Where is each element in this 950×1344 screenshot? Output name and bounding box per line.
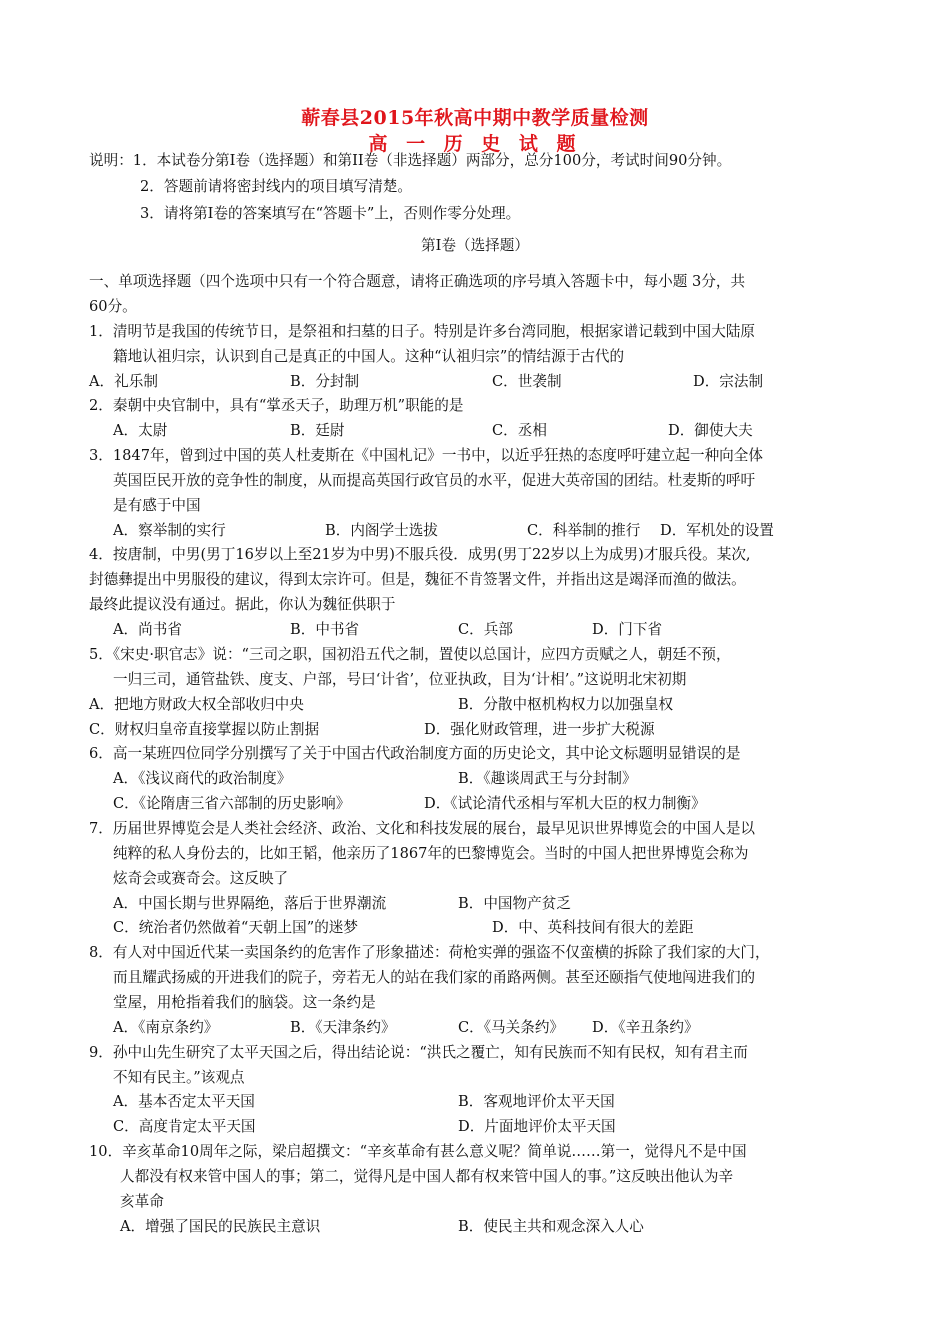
question-2-option-d: D．御使大夫 <box>668 422 753 439</box>
question-5-stem-line-2: 一归三司，通管盐铁、度支、户部，号曰‘计省’，位亚执政，目为‘计相’。”这说明北宋初期 <box>113 671 687 688</box>
question-4-stem-line-2: 封德彝提出中男服役的建议，得到太宗许可。但是，魏征不肯签署文件，并指出这是竭泽而渔的做法。 <box>89 571 746 588</box>
question-4-option-d: D．门下省 <box>592 621 663 638</box>
question-6-option-b: B．《趣谈周武王与分封制》 <box>458 770 637 787</box>
question-5-stem-line-1: 5．《宋史·职官志》说：“三司之职，国初沿五代之制，置使以总国计，应四方贡赋之人，朝廷不预， <box>89 646 731 663</box>
question-7-stem-line-1: 7．历届世界博览会是人类社会经济、政治、文化和科技发展的展台，最早见识世界博览会的中国人是以 <box>89 820 756 837</box>
question-6-option-c: C．《论隋唐三省六部制的历史影响》 <box>113 795 351 812</box>
question-3-stem-line-2: 英国臣民开放的竞争性的制度，从而提高英国行政官员的水平，促进大英帝国的团结。杜麦斯的呼吁 <box>113 472 756 489</box>
question-1-stem-line-2: 籍地认祖归宗，认识到自己是真正的中国人。这种“认祖归宗”的情结源于古代的 <box>113 348 625 365</box>
question-3-option-b: B．内阁学士选拔 <box>325 522 438 539</box>
question-10-stem-line-1: 10．辛亥革命10周年之际，梁启超撰文：“辛亥革命有甚么意义呢？简单说……第一，觉得凡不是中国 <box>89 1143 747 1160</box>
instruction-3: 3．请将第Ⅰ卷的答案填写在“答题卡”上，否则作零分处理。 <box>140 205 521 222</box>
question-4-option-c: C．兵部 <box>458 621 513 638</box>
question-1-option-d: D．宗法制 <box>693 373 764 390</box>
question-7-option-b: B．中国物产贫乏 <box>458 895 571 912</box>
question-3-option-d: D．军机处的设置 <box>660 522 774 539</box>
question-6-option-a: A．《浅议商代的政治制度》 <box>113 770 292 787</box>
question-4-stem-line-3: 最终此提议没有通过。据此，你认为魏征供职于 <box>89 596 396 613</box>
question-9-stem-line-2: 不知有民主。”该观点 <box>113 1069 245 1086</box>
question-5-option-a: A．把地方财政大权全部收归中央 <box>89 696 304 713</box>
instruction-1: 说明：1．本试卷分第Ⅰ卷（选择题）和第II卷（非选择题）两部分，总分100分，考试时间90分钟。 <box>89 152 732 169</box>
question-3-option-c: C．科举制的推行 <box>527 522 641 539</box>
part-heading-line-1: 一、单项选择题（四个选项中只有一个符合题意，请将正确选项的序号填入答题卡中，每小题 3分，共 <box>89 273 746 290</box>
exam-title: 蕲春县2015年秋高中期中教学质量检测 <box>301 107 649 129</box>
question-5-option-d: D．强化财政管理，进一步扩大税源 <box>424 721 655 738</box>
question-1-stem-line-1: 1．清明节是我国的传统节日，是祭祖和扫墓的日子。特别是许多台湾同胞，根据家谱记载到中国大陆原 <box>89 323 756 340</box>
question-7-option-d: D．中、英科技间有很大的差距 <box>492 919 694 936</box>
section-title: 第Ⅰ卷（选择题） <box>421 237 529 254</box>
question-9-option-d: D．片面地评价太平天国 <box>458 1118 616 1135</box>
question-8-stem-line-3: 堂屋，用枪指着我们的脑袋。这一条约是 <box>113 994 376 1011</box>
question-6-stem: 6．高一某班四位同学分别撰写了关于中国古代政治制度方面的历史论文，其中论文标题明显错误的是 <box>89 745 741 762</box>
question-10-option-b: B．使民主共和观念深入人心 <box>458 1218 644 1235</box>
question-8-stem-line-1: 8．有人对中国近代某一卖国条约的危害作了形象描述：荷枪实弹的强盗不仅蛮横的拆除了我们家的大门， <box>89 944 770 961</box>
question-7-option-c: C．统治者仍然做着“天朝上国”的迷梦 <box>113 919 358 936</box>
question-4-option-b: B．中书省 <box>290 621 360 638</box>
question-3-stem-line-3: 是有感于中国 <box>113 497 201 514</box>
question-2-option-b: B．廷尉 <box>290 422 345 439</box>
question-2-stem: 2．秦朝中央官制中，具有“掌丞天子，助理万机”职能的是 <box>89 397 464 414</box>
exam-subtitle: 高 一 历 史 试 题 <box>368 133 582 155</box>
question-8-option-c: C．《马关条约》 <box>458 1019 565 1036</box>
question-8-option-b: B．《天津条约》 <box>290 1019 396 1036</box>
question-7-stem-line-2: 纯粹的私人身份去的，比如王韬，他亲历了1867年的巴黎博览会。当时的中国人把世界博览会称为 <box>113 845 749 862</box>
question-8-option-a: A．《南京条约》 <box>113 1019 219 1036</box>
question-2-option-c: C．丞相 <box>492 422 547 439</box>
question-6-option-d: D．《试论清代丞相与军机大臣的权力制衡》 <box>424 795 706 812</box>
question-7-stem-line-3: 炫奇会或赛奇会。这反映了 <box>113 870 289 887</box>
question-3-option-a: A．察举制的实行 <box>113 522 226 539</box>
question-1-option-b: B．分封制 <box>290 373 360 390</box>
instruction-2: 2．答题前请将密封线内的项目填写清楚。 <box>140 178 412 195</box>
question-4-stem-line-1: 4．按唐制，中男(男丁16岁以上至21岁为中男)不服兵役．成男(男丁22岁以上为成男)才服兵役。某次, <box>89 546 751 563</box>
question-9-option-b: B．客观地评价太平天国 <box>458 1093 615 1110</box>
question-10-stem-line-2: 人都没有权来管中国人的事；第二，觉得凡是中国人都有权来管中国人的事。”这反映出他认为辛 <box>120 1168 734 1185</box>
question-9-stem-line-1: 9．孙中山先生研究了太平天国之后，得出结论说：“洪氏之覆亡，知有民族而不知有民权，知有君主而 <box>89 1044 748 1061</box>
question-10-stem-line-3: 亥革命 <box>120 1193 164 1210</box>
question-5-option-c: C．财权归皇帝直接掌握以防止割据 <box>89 721 320 738</box>
question-4-option-a: A．尚书省 <box>113 621 182 638</box>
question-2-option-a: A．太尉 <box>113 422 168 439</box>
question-7-option-a: A．中国长期与世界隔绝，落后于世界潮流 <box>113 895 387 912</box>
question-10-option-a: A．增强了国民的民族民主意识 <box>120 1218 321 1235</box>
question-1-option-c: C．世袭制 <box>492 373 562 390</box>
question-8-stem-line-2: 而且耀武扬威的开进我们的院子，旁若无人的站在我们家的甬路两侧。甚至还颐指气使地闯进我们的 <box>113 969 756 986</box>
question-9-option-a: A．基本否定太平天国 <box>113 1093 255 1110</box>
question-5-option-b: B．分散中枢机构权力以加强皇权 <box>458 696 674 713</box>
question-9-option-c: C．高度肯定太平天国 <box>113 1118 256 1135</box>
question-8-option-d: D．《辛丑条约》 <box>592 1019 699 1036</box>
question-3-stem-line-1: 3．1847年，曾到过中国的英人杜麦斯在《中国札记》一书中，以近乎狂热的态度呼吁建立起一种向全体 <box>89 447 763 464</box>
part-heading-line-2: 60分。 <box>89 298 137 315</box>
question-1-option-a: A．礼乐制 <box>89 373 158 390</box>
